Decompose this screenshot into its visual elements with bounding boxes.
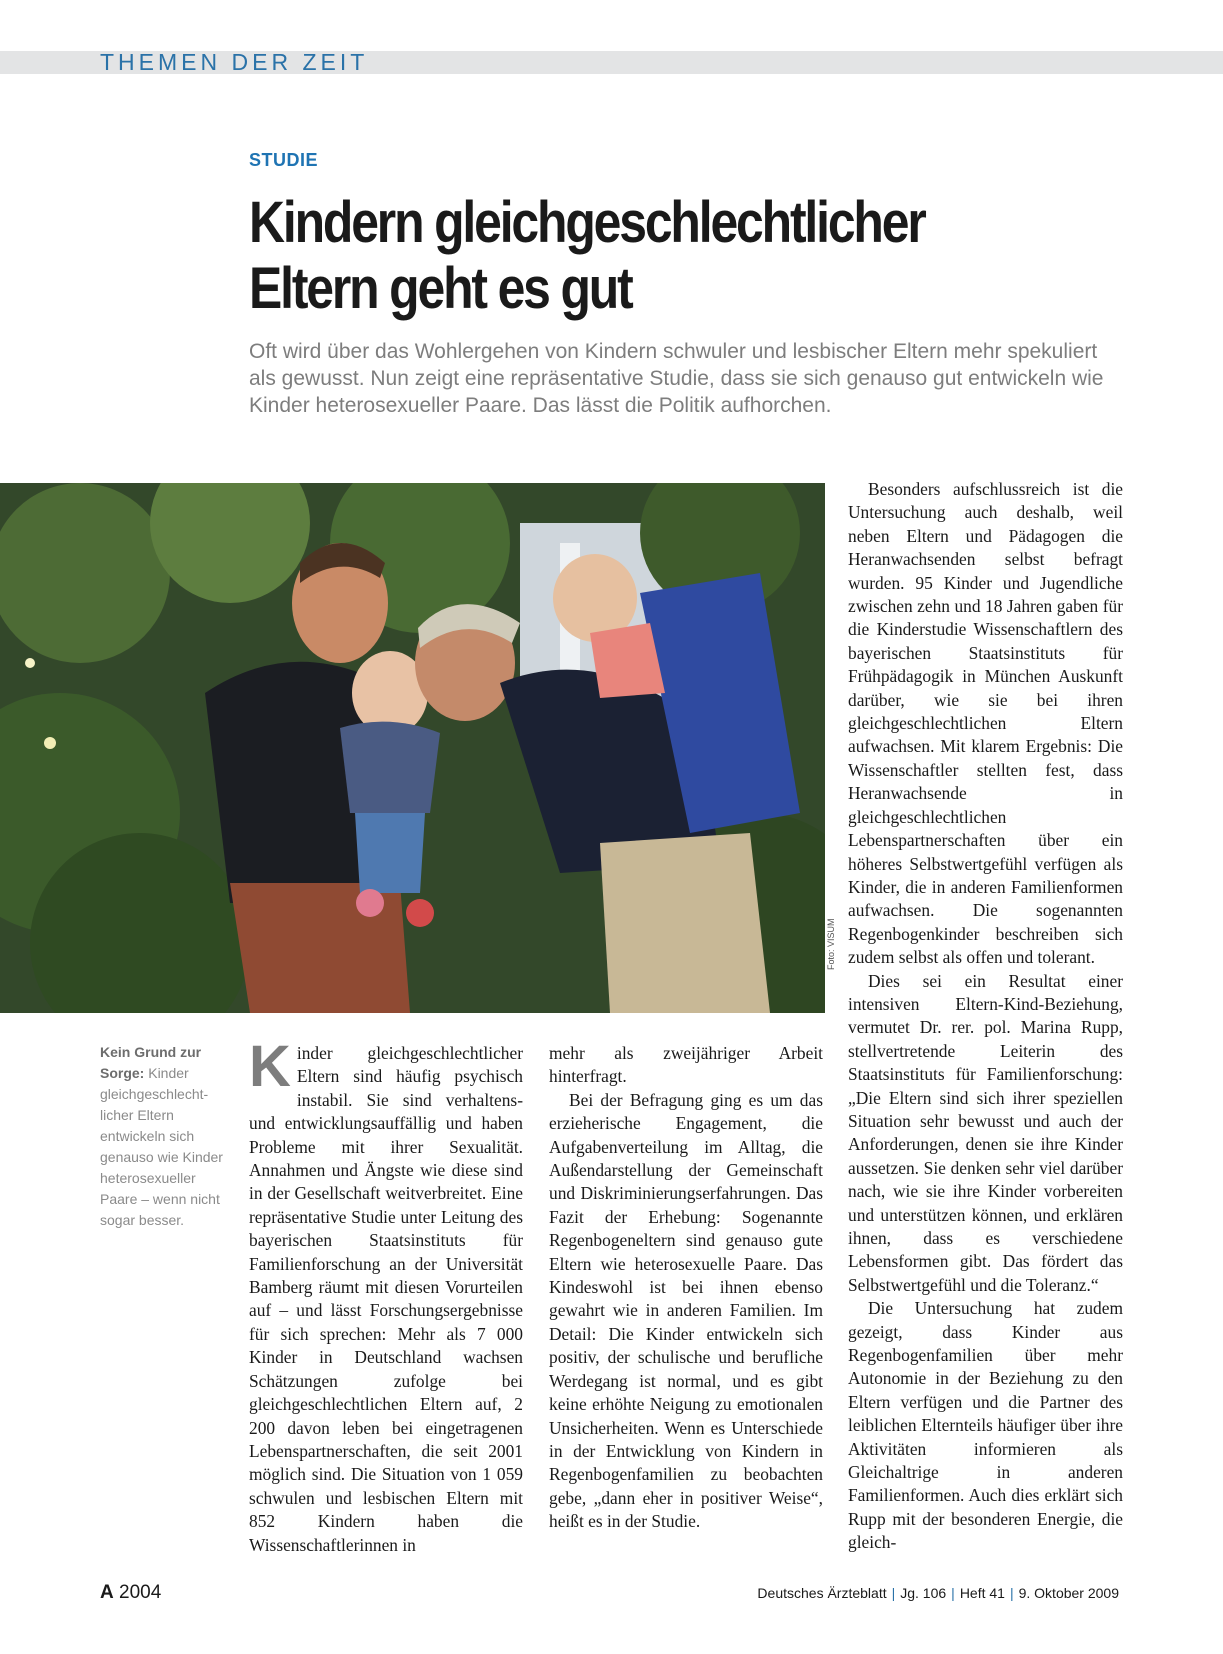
- publication-info: [757, 1585, 1119, 1601]
- paragraph-text: inder gleichgeschlechtlicher Eltern sind häufig psychisch instabil. Sie sind verhaltens- und entwicklungsauffällig und haben Probleme mit ihrer Sexualität. Annahmen und Ängste wie diese sind in der Gesellschaft weitverbreitet. Eine repräsentative Studie unter Leitung des bayerischen Staatsinstituts für Familienforschung an der Universität Bamberg räumt mit diesen Vorurteilen auf – und lässt Forschungsergebnisse für sich sprechen: Mehr als 7 000 Kinder in Deutschland wachsen Schätzungen zufolge bei gleichgeschlechtlichen Eltern auf, 2 200 davon leben bei eingetragenen Lebenspartnerschaften, die seit 2001 möglich sind. Die Situation von 1 059 schwulen und lesbischen Eltern mit 852 Kindern haben die Wissenschaftlerinnen in: [249, 1043, 523, 1555]
- body-paragraph: Dies sei ein Resultat einer intensiven Eltern-Kind-Beziehung, vermutet Dr. rer. pol. Marina Rupp, stellvertretende Leiterin des Staatsinstituts für Familienforschung: „Die Eltern sind sich ihrer speziellen Situation sehr bewusst und auch der Anforderungen, denen sie ihre Kinder aussetzen. Sie denken sehr viel darüber nach, wie sie ihre Kinder vorbereiten und unterstützen können, und erklären ihnen, dass es verschiedene Lebensformen gibt. Das fördert das Selbstwertgefühl und die Toleranz.“: [848, 970, 1123, 1295]
- issue: Heft 41: [959, 1585, 1005, 1601]
- article-kicker: STUDIE: [249, 150, 319, 170]
- page-number-value: 2004: [119, 1582, 162, 1603]
- article-headline: [249, 190, 1023, 322]
- page-prefix: A: [100, 1582, 114, 1603]
- separator: |: [951, 1585, 955, 1601]
- body-paragraph: mehr als zweijähriger Arbeit hinterfragt.: [549, 1043, 823, 1087]
- article-photo: [0, 483, 825, 1013]
- volume: Jg. 106: [900, 1585, 947, 1601]
- body-paragraph: Die Untersuchung hat zudem gezeigt, dass Kinder aus Regenbogenfamilien über mehr Autonomie in der Beziehung zu den Eltern verfügen und die Partner des leiblichen Elternteils häufiger über ihre Aktivitäten informieren als Gleichaltrige in anderen Familienformen. Auch dies erklärt sich Rupp mit der besonderen Energie, die gleich-: [848, 1298, 1123, 1553]
- body-paragraph: Besonders aufschlussreich ist die Untersuchung auch deshalb, weil neben Eltern und Pädagogen die Heranwachsenden selbst befragt wurden. 95 Kinder und Jugendliche zwischen zehn und 18 Jahren gaben für die Kinderstudie Wissenschaftlern des bayerischen Staatsinstituts für Frühpädagogik in München Auskunft darüber, wie sie bei ihren gleichgeschlechtlichen Eltern aufwachsen. Mit klarem Ergebnis: Die Wissenschaftler stellten fest, dass Heranwachsende in gleichgeschlechtlichen Lebenspartnerschaften über ein höheres Selbstwertgefühl verfügen als Kinder, die in anderen Familienformen aufwachsen. Die sogenannten Regenbogenkinder beschreiben sich zudem selbst als offen und tolerant.: [848, 479, 1123, 968]
- page-number: [100, 1582, 161, 1604]
- caption-text: Kinder gleichgeschlecht-licher Eltern entwickeln sich genauso wie Kinder heterosexueller Paare – wenn nicht sogar besser.: [100, 1065, 223, 1228]
- separator: |: [1009, 1585, 1014, 1601]
- headline-line-1: Kindern gleichgeschlechtlicher: [249, 190, 925, 255]
- drop-cap: K: [249, 1034, 291, 1099]
- journal-name: Deutsches Ärzteblatt: [757, 1585, 887, 1601]
- body-paragraph: Bei der Befragung ging es um das erzieherische Engagement, die Aufgabenverteilung im Alltag, die Außendarstellung der Gemeinschaft und Diskriminierungserfahrungen. Das Fazit der Erhebung: Sogenannte Regenbogeneltern sind genauso gute Eltern wie heterosexuelle Paare. Das Kindeswohl ist bei ihnen ebenso gewahrt wie in anderen Familien. Im Detail: Die Kinder entwickeln sich positiv, der schulische und berufliche Werdegang ist normal, und es gibt keine erhöhte Neigung zu emotionalen Unsicherheiten. Wenn es Unterschiede in der Entwicklung von Kindern in Regenbogenfamilien zu beobachten gebe, „dann eher in positiver Weise“, heißt es in der Studie.: [549, 1089, 823, 1532]
- section-label: THEMEN DER ZEIT: [100, 49, 369, 75]
- body-column-2: [549, 1042, 823, 1534]
- body-paragraph: [249, 1034, 523, 1557]
- photo-caption: [100, 1042, 225, 1231]
- issue-date: 9. Oktober 2009: [1018, 1585, 1119, 1601]
- photo-credit: Foto: VISUM: [826, 918, 836, 970]
- photo-illustration: [0, 483, 825, 1013]
- caption-lead: Kein Grund zur Sorge:: [100, 1044, 202, 1081]
- separator: |: [891, 1585, 896, 1601]
- article-lead: Oft wird über das Wohlergehen von Kindern schwuler und lesbischer Eltern mehr spekuliert als gewusst. Nun zeigt eine repräsentative Studie, dass sie sich genauso gut entwickeln wie Kinder heterosexueller Paare. Das lässt die Politik aufhorchen.: [249, 340, 1104, 417]
- headline-line-2: Eltern geht es gut: [249, 256, 632, 321]
- body-column-3: [848, 478, 1123, 1555]
- body-column-1: [249, 1034, 523, 1557]
